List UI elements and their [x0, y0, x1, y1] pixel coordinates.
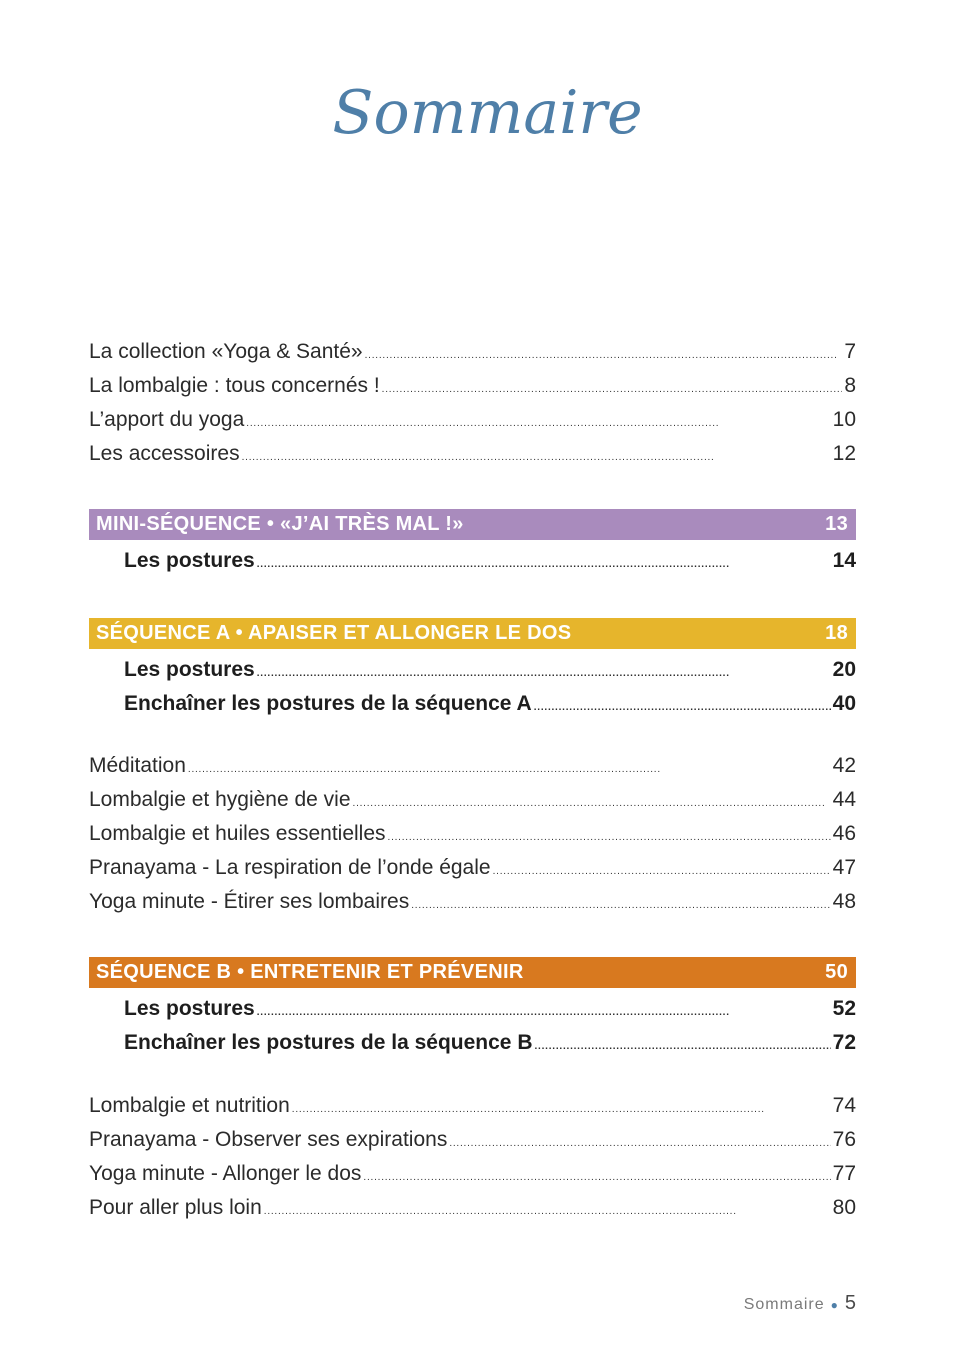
- bullet-icon: ●: [830, 1298, 839, 1312]
- toc-entry-page: 76: [832, 1128, 856, 1151]
- toc-entry-page: 47: [832, 856, 856, 879]
- toc-entry-label: Enchaîner les postures de la séquence B: [124, 1031, 533, 1054]
- toc-subentry[interactable]: [89, 653, 856, 687]
- toc-entry-label: La collection «Yoga & Santé»: [89, 340, 363, 363]
- toc-entry-label: Les postures: [124, 997, 255, 1020]
- toc-entry-label: Les accessoires: [89, 442, 240, 465]
- toc-entry-label: Pranayama - Observer ses expirations: [89, 1128, 448, 1151]
- toc-entry-label: Lombalgie et huiles essentielles: [89, 822, 386, 845]
- toc-entry-label: Pour aller plus loin: [89, 1196, 262, 1219]
- toc-entry-page: 74: [832, 1094, 856, 1117]
- toc-section-a: [89, 618, 856, 721]
- toc-entry-page: 52: [832, 997, 856, 1020]
- toc-entry-page: 72: [832, 1031, 856, 1054]
- toc-entry-page: 46: [832, 822, 856, 845]
- toc-section-b: [89, 957, 856, 1060]
- toc-entry[interactable]: [89, 403, 856, 437]
- toc-entry-page: 40: [832, 692, 856, 715]
- toc-entry[interactable]: [89, 1123, 856, 1157]
- section-header-label: SÉQUENCE A • APAISER ET ALLONGER LE DOS: [96, 622, 572, 644]
- toc-entry-page: 10: [832, 408, 856, 431]
- section-header-page: 50: [825, 961, 848, 983]
- toc-entry-page: 42: [832, 754, 856, 777]
- toc-group-end: [89, 1089, 856, 1225]
- toc-entry[interactable]: [89, 1191, 856, 1225]
- toc-entry-label: Méditation: [89, 754, 186, 777]
- toc-entry-label: Lombalgie et hygiène de vie: [89, 788, 351, 811]
- section-header-a[interactable]: [89, 618, 856, 649]
- toc-subentry[interactable]: [89, 992, 856, 1026]
- toc-entry-page: 77: [832, 1162, 856, 1185]
- toc-entry-label: Enchaîner les postures de la séquence A: [124, 692, 532, 715]
- toc-entry[interactable]: [89, 369, 856, 403]
- toc-entry-label: L’apport du yoga: [89, 408, 245, 431]
- section-header-label: MINI-SÉQUENCE • «J’AI TRÈS MAL !»: [96, 513, 464, 535]
- toc-entry-label: Lombalgie et nutrition: [89, 1094, 290, 1117]
- toc-group-middle: [89, 749, 856, 919]
- section-header-page: 13: [825, 513, 848, 535]
- toc-entry-label: Les postures: [124, 658, 255, 681]
- section-header-label: SÉQUENCE B • ENTRETENIR ET PRÉVENIR: [96, 961, 524, 983]
- toc-entry[interactable]: [89, 335, 856, 369]
- toc-subentry[interactable]: [89, 687, 856, 721]
- section-header-mini[interactable]: [89, 509, 856, 540]
- toc-entry-page: 12: [832, 442, 856, 465]
- toc-entry[interactable]: [89, 851, 856, 885]
- toc-entry-label: Pranayama - La respiration de l’onde égale: [89, 856, 491, 879]
- page-title: Sommaire: [332, 78, 643, 148]
- toc-entry-page: 14: [832, 549, 856, 572]
- toc-entry-label: Yoga minute - Étirer ses lombaires: [89, 890, 410, 913]
- toc-entry-label: La lombalgie : tous concernés !: [89, 374, 380, 397]
- toc-section-mini: [89, 509, 856, 578]
- page-number: 5: [844, 1292, 857, 1314]
- footer-label: Sommaire: [743, 1296, 825, 1313]
- toc-entry-label: Les postures: [124, 549, 255, 572]
- toc-entry-page: 20: [832, 658, 856, 681]
- toc-entry-page: 80: [832, 1196, 856, 1219]
- page-footer: [744, 1292, 857, 1315]
- toc-entry[interactable]: [89, 437, 856, 471]
- toc-group-intro: [89, 335, 856, 471]
- toc-entry-page: 48: [832, 890, 856, 913]
- toc-entry-page: 7: [844, 340, 856, 363]
- toc-entry[interactable]: [89, 885, 856, 919]
- toc-entry[interactable]: [89, 749, 856, 783]
- toc-entry[interactable]: [89, 1089, 856, 1123]
- toc-subentry[interactable]: [89, 1026, 856, 1060]
- section-header-page: 18: [825, 622, 848, 644]
- toc-entry-label: Yoga minute - Allonger le dos: [89, 1162, 362, 1185]
- toc-entry[interactable]: [89, 817, 856, 851]
- toc-entry-page: 44: [832, 788, 856, 811]
- section-header-b[interactable]: [89, 957, 856, 988]
- toc-entry[interactable]: [89, 783, 856, 817]
- toc-entry-page: 8: [844, 374, 856, 397]
- toc-subentry[interactable]: [89, 544, 856, 578]
- toc-entry[interactable]: [89, 1157, 856, 1191]
